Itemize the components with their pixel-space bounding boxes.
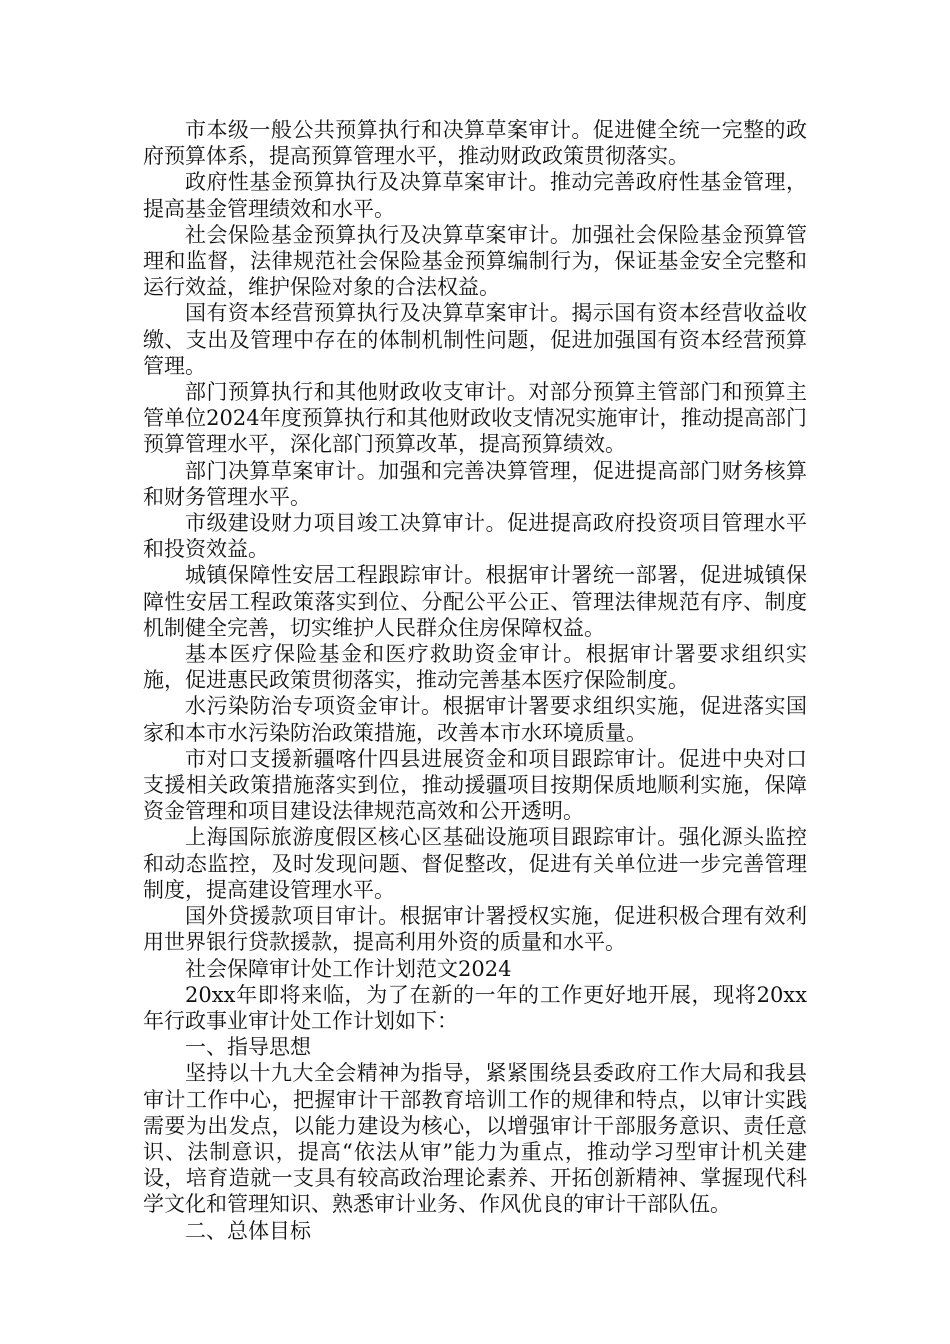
paragraph-guiding-ideology: 坚持以十九大全会精神为指导，紧紧围绕县委政府工作大局和我县审计工作中心，把握审计干部教育培训工作的规律和特点，以审计实践需要为出发点，以能力建设为核心，以增强审计干部服务意识、责任意识、法制意识，提高“依法从审”能力为重点，推动学习型审计机关建设，培育造就一支具有较高政治理论素养、开拓创新精神、掌握现代科学文化和管理知识、熟悉审计业务、作风优良的审计干部队伍。 (143, 1061, 807, 1217)
paragraph-water-pollution-audit: 水污染防治专项资金审计。根据审计署要求组织实施，促进落实国家和本市水污染防治政策措施，改善本市水环境质量。 (143, 694, 807, 745)
paragraph-intro: 20xx年即将来临，为了在新的一年的工作更好地开展，现将20xx年行政事业审计处工作计划如下： (143, 982, 807, 1033)
heading-guiding-ideology: 一、指导思想 (185, 1035, 311, 1060)
document-body (143, 117, 807, 1244)
paragraph-department-budget-audit: 部门预算执行和其他财政收支审计。对部分预算主管部门和预算主管单位2024年度预算执行和其他财政收支情况实施审计，推动提高部门预算管理水平，深化部门预算改革，提高预算绩效。 (143, 380, 807, 457)
heading-overall-goal: 二、总体目标 (185, 1218, 311, 1243)
paragraph-construction-audit: 市级建设财力项目竣工决算审计。促进提高政府投资项目管理水平和投资效益。 (143, 511, 807, 562)
paragraph-state-capital-audit: 国有资本经营预算执行及决算草案审计。揭示国有资本经营收益收缴、支出及管理中存在的体制机制性问题，促进加强国有资本经营预算管理。 (143, 301, 807, 378)
paragraph-budget-audit: 市本级一般公共预算执行和决算草案审计。促进健全统一完整的政府预算体系，提高预算管理水平，推动财政政策贯彻落实。 (143, 118, 807, 169)
paragraph-department-final-accounts-audit: 部门决算草案审计。加强和完善决算管理，促进提高部门财务核算和财务管理水平。 (143, 458, 807, 509)
paragraph-housing-audit: 城镇保障性安居工程跟踪审计。根据审计署统一部署，促进城镇保障性安居工程政策落实到位、分配公平公正、管理法律规范有序、制度机制健全完善，切实维护人民群众住房保障权益。 (143, 563, 807, 640)
section-title: 社会保障审计处工作计划范文2024 (185, 956, 512, 981)
paragraph-xinjiang-aid-audit: 市对口支援新疆喀什四县进展资金和项目跟踪审计。促进中央对口支援相关政策措施落实到位，推动援疆项目按期保质地顺利实施，保障资金管理和项目建设法律规范高效和公开透明。 (143, 746, 807, 824)
paragraph-medical-insurance-audit: 基本医疗保险基金和医疗救助资金审计。根据审计署要求组织实施，促进惠民政策贯彻落实，推动完善基本医疗保险制度。 (143, 642, 807, 693)
paragraph-resort-infrastructure-audit: 上海国际旅游度假区核心区基础设施项目跟踪审计。强化源头监控和动态监控，及时发现问题、督促整改，促进有关单位进一步完善管理制度，提高建设管理水平。 (143, 825, 807, 902)
paragraph-foreign-loan-audit: 国外贷援款项目审计。根据审计署授权实施，促进积极合理有效利用世界银行贷款援款，提高利用外资的质量和水平。 (143, 904, 807, 955)
paragraph-social-insurance-audit: 社会保险基金预算执行及决算草案审计。加强社会保险基金预算管理和监督，法律规范社会保险基金预算编制行为，保证基金安全完整和运行效益，维护保险对象的合法权益。 (143, 222, 807, 300)
paragraph-fund-audit: 政府性基金预算执行及决算草案审计。推动完善政府性基金管理，提高基金管理绩效和水平。 (143, 170, 807, 221)
